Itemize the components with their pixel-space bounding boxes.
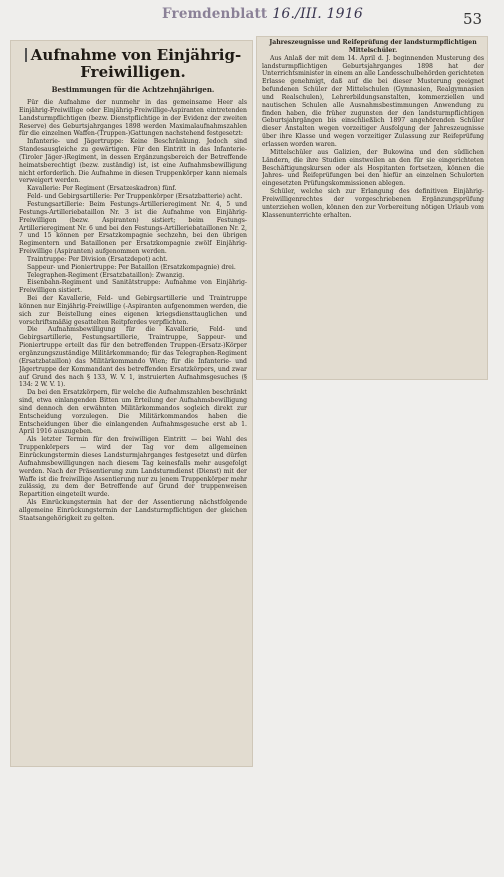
- paragraph: Traintruppe: Per Division (Ersatzdepot) acht.: [27, 255, 168, 263]
- paragraph: Als letzter Termin für den freiwilligen Eintritt — bei Wahl des Truppenkörpers — wird der Tag vor dem allgemeinen Einrückungstermin dieses Landsturmjahrganges festgesetzt und dürfen Aufnahmsbewilligungen nach diesem Tag keinesfalls mehr ausgefolgt werden. Nach der Präsentierung zum Landsturmdienst (Dienst) mit der Waffe ist die freiwillige Assentierung nur zu jenem Truppenkörper mehr zulässig, zu dem der Betreffende auf Grund der truppenweisen Repartition eingeteilt wurde.: [19, 436, 247, 499]
- paragraph: Die Aufnahmsbewilligung für die Kavallerie, Feld- und Gebirgsartillerie, Festungsartillerie, Traintruppe, Sappeur- und Pioniertruppe erteilt das für den betreffenden Truppen-(Ersatz-)Körper ergänzungszuständige Militärkommando; für das Telegraphen-Regiment (Ersatzbataillon) das Militärkommando Wien; für die Infanterie- und Jägertruppe der Kommandant des betreffenden Ersatzkörpers, und zwar auf Grund des nach § 133, W. V. 1, instruierten Aufnahmsgesuches (§ 134: 2 W. V. 1).: [19, 326, 247, 389]
- paragraph: Infanterie- und Jägertruppe: Keine Beschränkung. Jedoch sind Standesausgleiche zu gewärtigen. Für den Eintritt in das Infanterie-(Tiroler Jäger-)Regiment, in dessen Ergänzungsbereich der Betreffende heimatsberechtigt (bezw. zuständig) ist, ist eine Aufnahmsbewilligung nicht erforderlich. Die Aufnahme in diesen Truppenkörper kann niemals verweigert werden.: [19, 138, 247, 185]
- paragraph: Festungsartillerie: Beim Festungs-Artillerieregiment Nr. 4, 5 und Festungs-Artilleriebataillon Nr. 3 ist die Aufnahme von Einjährig-Freiwilligen (bezw. Aspiranten) sistiert; beim Festungs-Artillerieregiment Nr. 6 und bei den Festungs-Artilleriebataillonen Nr. 2, 7 und 15 können per Ersatzkompagnie sechzehn, bei den übrigen Regimentern und Bataillonen per Ersatzkompagnie zwölf Einjährig-Freiwillige (Aspiranten) aufgenommen werden.: [19, 200, 247, 256]
- paragraph: Da bei den Ersatzkörpern, für welche die Aufnahmszahlen beschränkt sind, etwa einlangenden Bitten um Erteilung der Aufnahmsbewilligung sind dennoch den erwähnten Militärkommandos sogleich direkt zur Entscheidung vorzulegen. Die Militärkommandos haben die Entscheidungen über die einlangenden Aufnahmsgesuche erst ab 1. April 1916 auszugeben.: [19, 389, 247, 436]
- paragraph: Telegraphen-Regiment (Ersatzbataillon): Zwanzig.: [27, 271, 185, 279]
- paragraph: Kavallerie: Per Regiment (Ersatzeskadron) fünf.: [27, 185, 177, 193]
- paragraph: Bei der Kavallerie, Feld- und Gebirgsartillerie und Traintruppe können nur Einjährig-Freiwillige (-Aspiranten aufgenommen werden, die sich zur Beistellung eines eigenen kriegsdiensttauglichen und vorschriftsmäßig gesattelten Reitpferdes verpflichten.: [19, 295, 247, 326]
- article-column-right: [262, 39, 484, 375]
- paragraph: Feld- und Gebirgsartillerie: Per Truppenkörper (Ersatzbatterie) acht.: [27, 193, 243, 201]
- article-title: [19, 47, 247, 81]
- paragraph: Sappeur- und Pioniertruppe: Per Bataillon (Ersatzkompagnie) drei.: [27, 263, 236, 271]
- article-subtitle: Bestimmungen für die Achtzehnjährigen.: [51, 85, 215, 94]
- newspaper-name: Fremdenblatt: [162, 6, 268, 22]
- paragraph: Schüler, welche sich zur Erlangung des definitiven Einjährig-Freiwilligenrechtes der vorgeschriebenen Ergänzungsprüfung unterziehen wollen, können den zur Vorbereitung nötigen Urlaub vom Klassenunterrichte erhalten.: [262, 188, 484, 219]
- paragraph: Mittelschüler aus Galizien, der Bukowina und den südlichen Ländern, die ihre Studien einstweilen an den für sie eingerichteten Beschäftigungskursen oder als Hospitanten fortsetzen, können die Jahres- und Reifeprüfungen bei den hiefür an einzelnen Schulorten eingesetzten Prüfungskommissionen ablegen.: [262, 148, 484, 188]
- paragraph: Als Einrückungstermin hat der der Assentierung nächstfolgende allgemeine Einrückungstermin der Landsturmpflichtigen der gleichen Staatsangehörigkeit zu gelten.: [19, 499, 247, 522]
- article-title-line1: Aufnahme von Einjährig-: [30, 46, 242, 64]
- handwritten-date: 16./III. 1916: [272, 6, 363, 22]
- article-title-line2: Freiwilligen.: [80, 63, 186, 81]
- paragraph: Aus Anlaß der mit dem 14. April d. J. beginnenden Musterung des landsturmpflichtigen Geburtsjahrganges 1898 hat der Unterrichtsminister in einem an alle Landesschulbehörden gerichteten Erlasse genehmigt, daß auf die bei dieser Musterung geeignet befundenen Schüler der Mittelschulen (Gymnasien, Realgymnasien und Realschulen), Lehrerbildungsanstalten, kommerziellen und nautischen Schulen alle Ausnahmsbestimmungen Anwendung zu finden haben, die früher zugunsten der den landsturmpflichtigen Geburtsjahrgängen bis einschließlich 1897 angehörenden Schüler dieser Anstalten wegen vorzeitiger Ausfolgung der Jahreszeugnisse über ihre Klasse und wegen vorzeitiger Zulassung zur Reifeprüfung erlassen worden waren.: [262, 54, 484, 148]
- section-heading: Jahreszeugnisse und Reifeprüfung der landsturmpflichtigen Mittelschüler.: [269, 39, 477, 54]
- title-rule: [25, 48, 27, 62]
- article-column-left: [19, 45, 247, 760]
- paragraph: Für die Aufnahme der nunmehr in das gemeinsame Heer als Einjährig-Freiwillige oder Einjährig-Freiwillige-Aspiranten eintretenden Landsturmpflichtigen (bezw. Dienstpflichtige in der Evidenz der zweiten Reserve) des Geburtsjahrganges 1898 werden Maximalaufnahmszahlen für die einzelnen Waffen-(Truppen-)Gattungen nachstehend festgesetzt:: [19, 99, 247, 138]
- page-number: 53: [463, 10, 483, 28]
- newspaper-stamp: [162, 6, 363, 28]
- paragraph: Eisenbahn-Regiment und Sanitätstruppe: Aufnahme von Einjährig-Freiwilligen sistiert.: [19, 279, 247, 295]
